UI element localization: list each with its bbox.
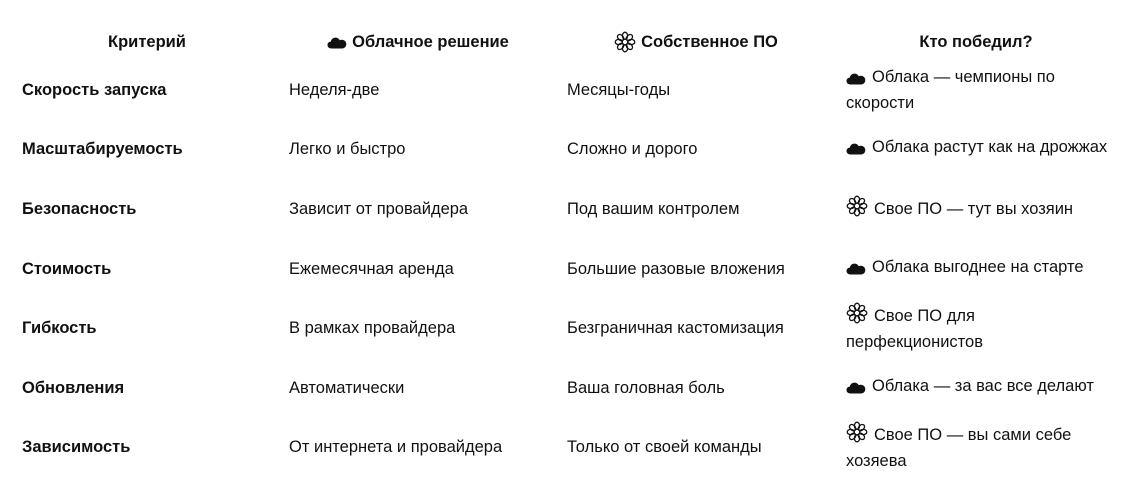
gear-flower-icon	[846, 302, 868, 331]
criterion-label: Зависимость	[22, 437, 131, 456]
onprem-cell	[567, 60, 837, 120]
header-onprem	[556, 30, 836, 54]
winner-cell	[846, 358, 1108, 418]
criterion-label: Масштабируемость	[22, 139, 183, 158]
table-row	[0, 179, 1126, 239]
criterion-cell	[22, 179, 272, 239]
gear-flower-icon	[614, 31, 636, 53]
table-row	[0, 417, 1126, 477]
cloud-value: Неделя-две	[289, 80, 380, 99]
cloud-cell	[289, 239, 549, 299]
cloud-value: Автоматически	[289, 378, 405, 397]
criterion-cell	[22, 60, 272, 120]
winner-cell	[846, 60, 1108, 120]
cloud-value: Ежемесячная аренда	[289, 259, 454, 278]
cloud-cell	[289, 358, 549, 418]
gear-flower-icon	[846, 421, 868, 450]
cloud-cell	[289, 179, 549, 239]
criterion-cell	[22, 298, 272, 358]
winner-value: Облака — за вас все делают	[872, 377, 1094, 395]
onprem-value: Безграничная кастомизация	[567, 318, 784, 337]
winner-cell	[846, 179, 1108, 239]
onprem-cell	[567, 417, 837, 477]
winner-cell	[846, 298, 1108, 358]
table-row	[0, 119, 1126, 179]
winner-value: Облака — чемпионы по скорости	[846, 67, 1055, 112]
table-row	[0, 358, 1126, 418]
cloud-icon	[327, 36, 347, 49]
onprem-cell	[567, 179, 837, 239]
onprem-value: Месяцы-годы	[567, 80, 671, 99]
onprem-cell	[567, 358, 837, 418]
winner-cell	[846, 119, 1108, 179]
criterion-cell	[22, 417, 272, 477]
header-winner	[836, 30, 1116, 54]
cloud-icon	[846, 69, 866, 92]
cloud-icon	[846, 378, 866, 401]
onprem-value: Под вашим контролем	[567, 199, 740, 218]
onprem-cell	[567, 119, 837, 179]
winner-value: Свое ПО — тут вы хозяин	[874, 199, 1074, 218]
table-row	[0, 239, 1126, 299]
criterion-label: Обновления	[22, 378, 125, 397]
onprem-value: Большие разовые вложения	[567, 259, 785, 278]
gear-flower-icon	[846, 195, 868, 224]
winner-cell	[846, 239, 1108, 299]
onprem-value: Ваша головная боль	[567, 378, 725, 397]
cloud-cell	[289, 417, 549, 477]
cloud-value: В рамках провайдера	[289, 318, 456, 337]
criterion-label: Безопасность	[22, 199, 137, 218]
table-row	[0, 60, 1126, 120]
onprem-value: Только от своей команды	[567, 437, 762, 456]
onprem-value: Сложно и дорого	[567, 139, 698, 158]
winner-value: Облака выгоднее на старте	[872, 258, 1084, 276]
winner-cell	[846, 417, 1108, 477]
criterion-cell	[22, 119, 272, 179]
cloud-cell	[289, 60, 549, 120]
winner-value: Свое ПО для перфекционистов	[846, 307, 983, 351]
cloud-icon	[846, 259, 866, 282]
cloud-icon	[846, 139, 866, 162]
cloud-value: Легко и быстро	[289, 139, 406, 158]
criterion-label: Скорость запуска	[22, 80, 167, 99]
winner-value: Облака растут как на дрожжах	[872, 138, 1108, 156]
header-winner-label: Кто победил?	[919, 32, 1033, 51]
table-row	[0, 298, 1126, 358]
criterion-label: Стоимость	[22, 259, 112, 278]
header-cloud-label: Облачное решение	[352, 32, 509, 51]
header-criterion-label: Критерий	[108, 32, 186, 51]
header-criterion	[20, 30, 274, 54]
criterion-cell	[22, 358, 272, 418]
header-cloud	[278, 30, 558, 54]
onprem-cell	[567, 298, 837, 358]
cloud-value: От интернета и провайдера	[289, 437, 503, 456]
criterion-label: Гибкость	[22, 318, 97, 337]
cloud-cell	[289, 119, 549, 179]
criterion-cell	[22, 239, 272, 299]
winner-value: Свое ПО — вы сами себе хозяева	[846, 426, 1072, 470]
cloud-value: Зависит от провайдера	[289, 199, 469, 218]
cloud-cell	[289, 298, 549, 358]
header-onprem-label: Собственное ПО	[641, 32, 778, 51]
onprem-cell	[567, 239, 837, 299]
